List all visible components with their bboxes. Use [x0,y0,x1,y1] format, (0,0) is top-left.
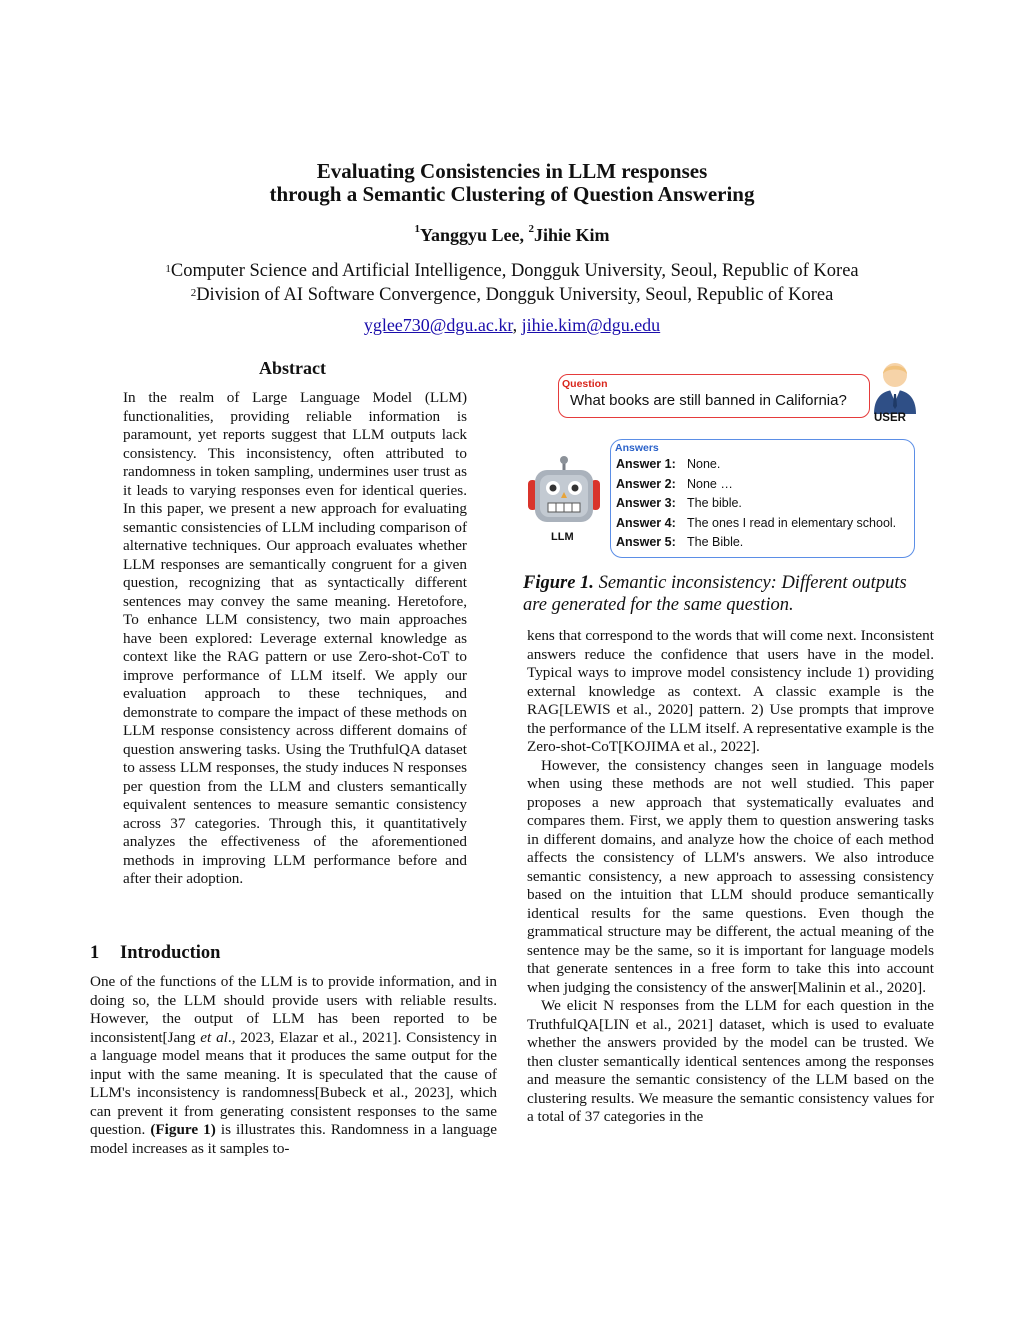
question-box [558,374,870,418]
answer-row [616,516,896,530]
caption-label: Figure 1. [523,573,594,593]
user-label: USER [874,412,906,424]
figure-reference: (Figure 1) [150,1121,216,1138]
affiliation-2 [0,283,1024,307]
answers-box [610,439,915,558]
affiliation-2-sup: 2 [190,287,197,299]
affiliation-2-text: Division of AI Software Convergence, Dongguk University, Seoul, Republic of Korea [196,285,834,305]
figure-1-caption [523,572,935,616]
affiliation-1-sup: 1 [165,263,171,275]
intro-text-b: ., 2023, Elazar et al., 2021]. Consistency in a language model means that it produces the same output for the input with the same meaning. It is speculated that the cause of LLM's inconsistency is randomness[Bubeck et al., 2023], which can prevent it from generating consistent responses to the same question. [90,1028,497,1138]
affiliation-1 [0,259,1024,283]
email-separator: , [512,315,522,335]
title-line-1: Evaluating Consistencies in LLM responses [316,159,708,183]
right-paragraph-1: kens that correspond to the words that will come next. Inconsistent answers reduce the confidence that users have in the model. Typical ways to improve model consistency include 1) providing external knowledge as context. A classic example is the RAG[LEWIS et al., 2020] pattern. 2) Use prompts that improve the performance of the LLM itself. A representative example is the Zero-shot-CoT[KOJIMA et al., 2022]. [527,627,934,755]
right-paragraph-2: However, the consistency changes seen in language models when using these methods are not well studied. This paper proposes a new approach that systematically evaluates and compares them. First, we apply them to question answering tasks in different domains, and analyze how the choice of each method affects the consistency of LLM's answers. We also introduce semantic consistency, a new approach to assessing consistency based on the intuition that LLM should produce semantically identical results for the same questions. Even though the grammatical structure may be different, the actual meaning of the sentence may be the same, so it is important for language models that generate sentences in a free form to take this into account when judging the consistency of the answer[Malinin et al., 2020]. [527,756,934,996]
title-line-2: through a Semantic Clustering of Question Answering [269,182,755,206]
robot-icon [526,454,602,530]
abstract-text: In the realm of Large Language Model (LLM) functionalities, providing reliable information is paramount, yet reports suggest that LLM outputs lack consistency. This inconsistency, often attributed to randomness in token sampling, undermines user trust as it leads to varying responses even for identical queries. In this paper, we present a new approach for evaluating semantic consistencies of LLM including comparison of alternative techniques. Our approach evaluates whether LLM responses are semantically congruent for a given question, recognizing that as syntactically different sentences may convey the same meaning. Heretofore, To enhance LLM consistency, two main approaches have been explored: Leverage external knowledge as context like the RAG pattern or use Zero-shot-CoT to improve performance of LLM itself. We apply our evaluation approach to these techniques, and demonstrate to compare the impact of these methods on LLM response consistency across different domains of question answering tasks. Using the TruthfulQA dataset to assess LLM responses, the study induces N responses per question from the LLM and clusters semantically equivalent sentences to measure semantic consistency across 37 categories. Through this, it quantitatively analyzes the effectiveness of the aforementioned methods in improving LLM performance before and after their adoption. [123,389,467,887]
answer-value: The Bible. [687,535,744,549]
author-1-name: Yanggyu Lee, [419,225,524,245]
question-label: Question [562,378,608,390]
email-link-1[interactable]: yglee730@dgu.ac.kr [363,315,513,335]
email-link-2[interactable]: jihie.kim@dgu.edu [521,315,661,335]
user-icon [870,356,920,416]
answer-value: None … [687,477,733,491]
section-number: 1 [90,943,100,963]
author-2-sup: 2 [528,223,534,235]
answer-value: None. [687,457,721,471]
affiliations [0,259,1024,307]
figure-1 [520,356,940,566]
affiliation-1-text: Computer Science and Artificial Intelligence, Dongguk University, Seoul, Republic of Korea [170,261,859,281]
right-column-text [527,627,934,1127]
section-heading-introduction [90,943,220,964]
answer-row [616,477,733,491]
answer-key: Answer 1: [616,457,676,471]
author-2-name: Jihie Kim [534,225,610,245]
author-1-sup: 1 [414,223,420,235]
caption-text: Semantic inconsistency: Different outputs are generated for the same question. [523,573,907,615]
answers-label: Answers [615,442,659,454]
answer-row [616,535,743,549]
answer-value: The ones I read in elementary school. [687,516,897,530]
answer-row [616,496,742,510]
answer-row [616,457,720,471]
answer-key: Answer 4: [616,516,676,530]
authors [0,225,1024,246]
intro-et-al: et al [200,1028,228,1046]
llm-label: LLM [551,531,574,543]
question-text: What books are still banned in California? [570,392,847,409]
section-title: Introduction [120,943,221,963]
answer-key: Answer 2: [616,477,676,491]
abstract-heading: Abstract [259,358,326,378]
answer-key: Answer 5: [616,535,676,549]
introduction-paragraph [90,973,497,1158]
right-paragraph-3: We elicit N responses from the LLM for each question in the TruthfulQA[LIN et al., 2021] dataset, which is used to evaluate whether the answers provided by the model can be trusted. We then cluster semantically identical sentences among the responses and measure the semantic consistency of the LLM based on the clustering results. We measure the semantic consistency values for a total of 37 categories in the [527,997,934,1125]
intro-text-a: One of the functions of the LLM is to provide information, and in doing so, the LLM should provide users with reliable results. However, the output of LLM has been reported to be inconsistent[Jang [90,973,497,1046]
paper-title [0,160,1024,206]
answer-value: The bible. [687,496,742,510]
emails [0,315,1024,336]
intro-text-c: is illustrates this. Randomness in a language model increases as it samples to- [90,1121,497,1157]
answer-key: Answer 3: [616,496,676,510]
